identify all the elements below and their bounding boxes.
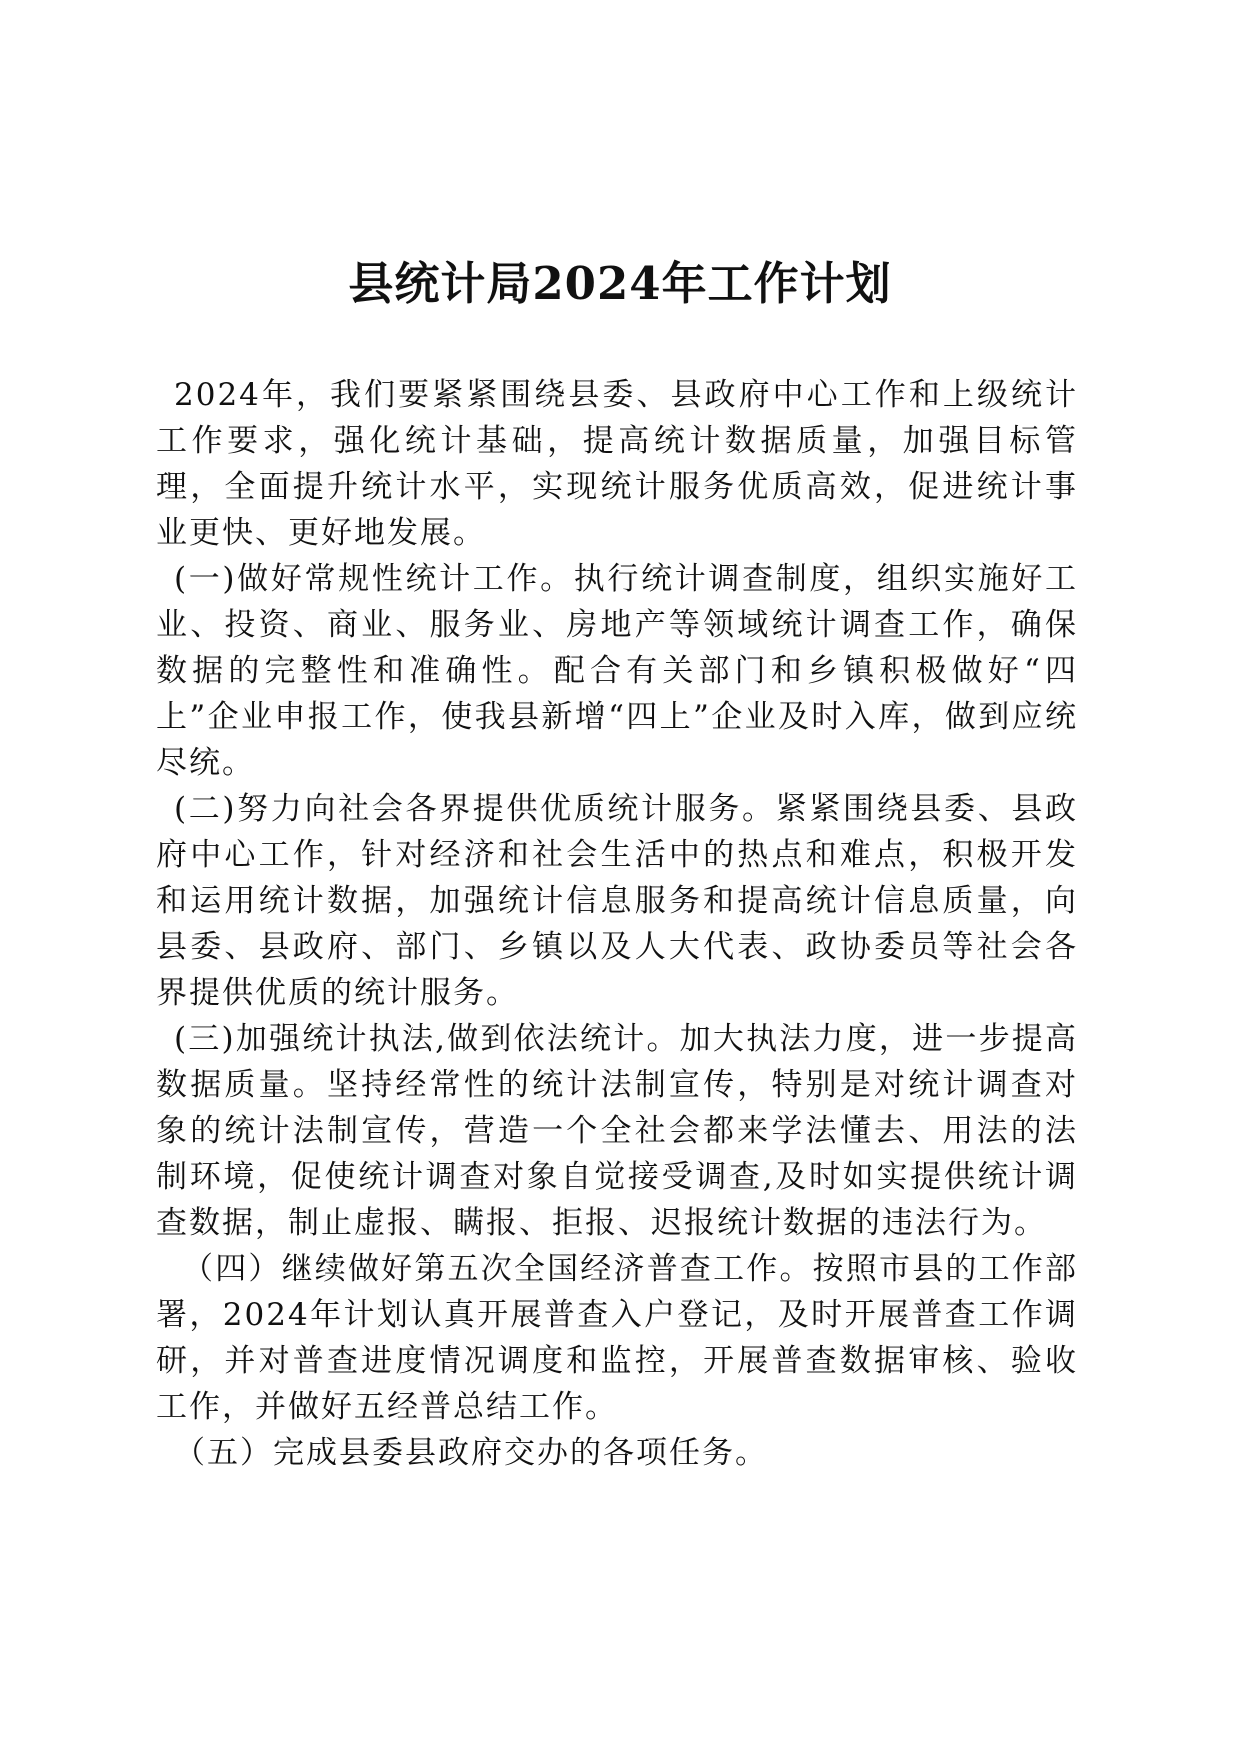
intro-paragraph bbox=[156, 372, 1078, 556]
section-1-paragraph bbox=[156, 556, 1078, 786]
section-4-text: 按照市县的工作部署，2024年计划认真开展普查入户登记，及时开展普查工作调研，并对普查进度情况调度和监控，开展普查数据审核、验收工作，并做好五经普总结工作。 bbox=[156, 1251, 1079, 1425]
document-body bbox=[156, 372, 1078, 1476]
section-3-paragraph bbox=[156, 1016, 1078, 1246]
section-5-heading: （五）完成县委县政府交办的各项任务。 bbox=[174, 1435, 768, 1471]
section-2-text: 紧紧围绕县委、县政府中心工作，针对经济和社会生活中的热点和难点，积极开发和运用统计数据，加强统计信息服务和提高统计信息质量，向县委、县政府、部门、乡镇以及人大代表、政协委员等社会各界提供优质的统计服务。 bbox=[156, 791, 1079, 1011]
section-3-heading: (三)加强统计执法,做到依法统计。 bbox=[174, 1021, 680, 1057]
section-5-paragraph bbox=[156, 1430, 1078, 1476]
section-2-paragraph bbox=[156, 786, 1078, 1016]
section-4-heading: （四）继续做好第五次全国经济普查工作。 bbox=[182, 1251, 813, 1287]
section-1-text: 执行统计调查制度，组织实施好工业、投资、商业、服务业、房地产等领域统计调查工作，确保数据的完整性和准确性。配合有关部门和乡镇积极做好“四上”企业申报工作，使我县新增“四上”企业及时入库，做到应统尽统。 bbox=[156, 561, 1079, 781]
section-3-text: 加大执法力度，进一步提高数据质量。坚持经常性的统计法制宣传，特别是对统计调查对象的统计法制宣传，营造一个全社会都来学法懂去、用法的法制环境，促使统计调查对象自觉接受调查,及时如实提供统计调查数据，制止虚报、瞒报、拒报、迟报统计数据的违法行为。 bbox=[156, 1021, 1078, 1241]
paragraph-text: 2024年，我们要紧紧围绕县委、县政府中心工作和上级统计工作要求，强化统计基础，提高统计数据质量，加强目标管理，全面提升统计水平，实现统计服务优质高效，促进统计事业更快、更好地发展。 bbox=[156, 377, 1078, 551]
section-2-heading: (二)努力向社会各界提供优质统计服务。 bbox=[174, 791, 776, 827]
section-4-paragraph bbox=[156, 1246, 1078, 1430]
section-1-heading: (一)做好常规性统计工作。 bbox=[174, 561, 574, 597]
document-title: 县统计局2024年工作计划 bbox=[348, 257, 892, 310]
